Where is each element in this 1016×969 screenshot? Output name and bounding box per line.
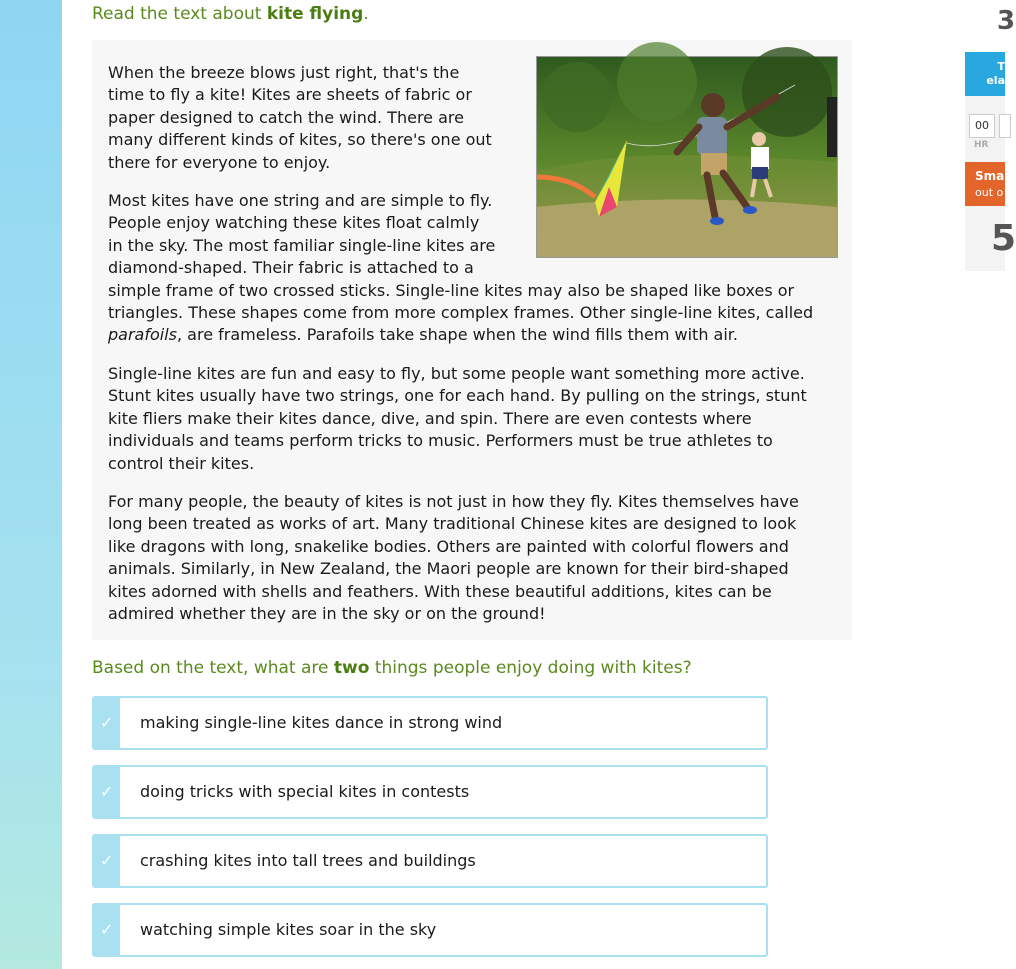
choice-label: watching simple kites soar in the sky [140, 920, 437, 939]
answer-choice-1[interactable] [92, 696, 768, 750]
paragraph-3: Single-line kites are fun and easy to fly, but some people want something more active. Stunt kites usually have two strings, one for each hand. By pulling on the strings, stunt kite fliers make their kites dance, dive, and spin. There are even contests where individuals and teams perform tricks to music. Performers must be true athletes to control their kites. [108, 363, 807, 473]
reading-passage [92, 40, 852, 640]
smartscore-value: 5 [991, 218, 1016, 259]
smartscore-line2: out o [975, 186, 1004, 199]
left-gutter [0, 0, 62, 969]
answer-choice-2[interactable] [92, 765, 768, 819]
instruction-topic: kite flying [266, 4, 364, 24]
checkmark-icon: ✓ [100, 782, 114, 801]
checkmark-icon: ✓ [100, 920, 114, 939]
choice-label: making single-line kites dance in strong wind [140, 713, 503, 732]
time-elapsed-line2: ela [986, 74, 1005, 87]
smartscore-header [965, 162, 1005, 206]
instruction-suffix: . [363, 4, 369, 24]
answer-choice-3[interactable] [92, 834, 768, 888]
smartscore-line1: Sma [975, 169, 1005, 183]
question-prefix: Based on the text, what are [92, 658, 334, 678]
questions-answered-count: 3 [997, 6, 1016, 36]
instruction-prefix: Read the text about [92, 4, 267, 24]
checkmark-icon: ✓ [100, 713, 114, 732]
kite-photo [536, 56, 838, 258]
timer-hours-label: HR [974, 140, 989, 150]
choice-label: doing tricks with special kites in contests [140, 782, 470, 801]
paragraph-2-text: Most kites have one string and are simple to fly. People enjoy watching these kites float calmly in the sky. The most familiar single-line kites are diamond-shaped. Their fabric is attached to a simple frame of two crossed sticks. Single-line kites may also be shaped like boxes or triangles. These shapes come from more complex frames. Other single-line kites, called [108, 191, 814, 323]
paragraph-4: For many people, the beauty of kites is not just in how they fly. Kites themselves have long been treated as works of art. Many traditional Chinese kites are designed to look like dragons with long, snakelike bodies. Others are painted with colorful flowers and animals. Similarly, in New Zealand, the Maori people are known for their bird-shaped kites adorned with shells and feathers. With these beautiful additions, kites can be admired whether they are in the sky or on the ground! [108, 491, 799, 623]
answer-choice-4[interactable] [92, 903, 768, 957]
time-elapsed-header [965, 52, 1005, 96]
choice-label: crashing kites into tall trees and buildings [140, 851, 476, 870]
checkmark-icon: ✓ [100, 851, 114, 870]
progress-sidebar [965, 0, 1016, 969]
parafoils-term: parafoils [108, 325, 177, 345]
timer-hours: 00 [969, 114, 995, 138]
paragraph-1: When the breeze blows just right, that's the time to fly a kite! Kites are sheets of fabric or paper designed to catch the wind. There are many different kinds of kites, so there's one out there for everyone to enjoy. [108, 63, 492, 172]
time-elapsed-line1: T [997, 60, 1005, 73]
paragraph-2-end: , are frameless. Parafoils take shape when the wind fills them with air. [177, 325, 738, 345]
question-prompt [92, 658, 692, 678]
question-suffix: things people enjoy doing with kites? [369, 658, 692, 678]
question-emphasis: two [333, 658, 370, 678]
timer-minutes [999, 114, 1011, 138]
instruction [92, 4, 369, 24]
